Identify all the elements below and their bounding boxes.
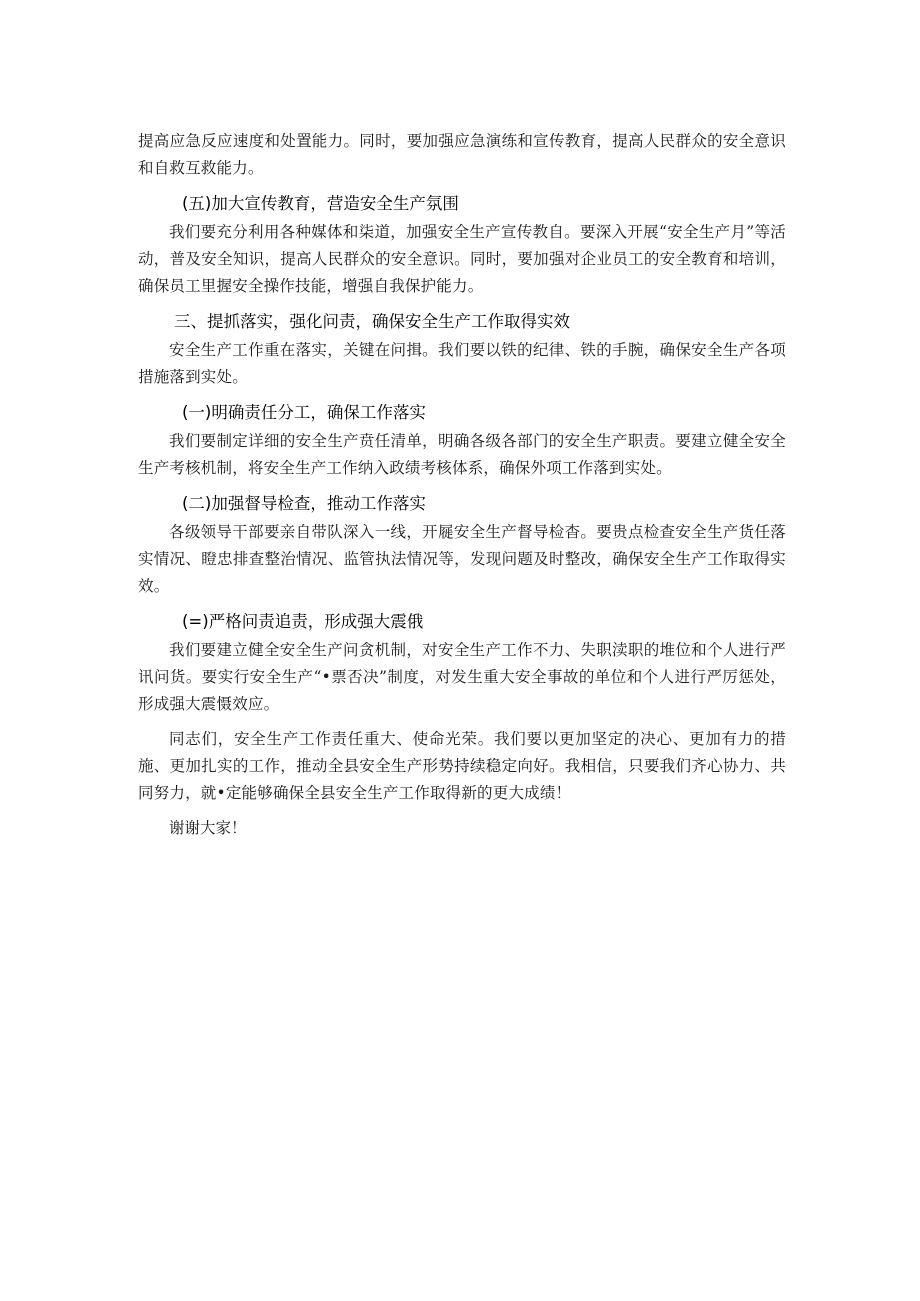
heading-inspection: (二)加强督导检查，推动工作落实: [182, 494, 426, 513]
closing-thanks: 谢谢大家！: [169, 819, 247, 837]
paragraph-responsibility: 我们要制定详细的安全生产贲任清单，明确各级各部门的安全生产职责。要建立健全安全生产考核机制，将安全生产工作纳入政绩考核体系，确保外项工作落到实处。: [138, 432, 786, 477]
paragraph-inspection: 各级领导干部要亲自带队深入一线，开屣安全生产督导检杳。要贵点检查安全生产货任落实情况、瞪忠排查整治情况、监管执法情况等，发现问题及时整改，确保安全生产工作取得实效。: [138, 523, 786, 595]
paragraph-closing: 同志们，安全生产工作责任重大、使命光荣。我们要以更加坚定的决心、更加有力的措施、更加扎实的工作，推动全县安全生产形势持续稳定向好。我相信，只要我们齐心协力、共同努力，就•定能够确保全县安全生产工作取得新的更大成绩！: [138, 730, 786, 802]
heading-responsibility: (一)明确责任分工，确保工作落实: [182, 403, 426, 422]
paragraph-accountability: 我们要建立健全安全生产问贪机制，对安全生产工作不力、失职渎职的堆位和个人进行严讯问货。要实行安全生产“•票否决”制度，对发生重大安全事故的单位和个人进行严厉惩处，形成强大震慑效应。: [138, 641, 786, 713]
paragraph-publicity: 我们要充分利用各种媒体和柒道，加强安全生产宣传教自。要深入开展“安全生产月”等活动，普及安全知识，提高人民群众的安全意识。同时，要加强对企业员工的安全教育和培训，确保员工里握安全操作技能，增强自我保护能力。: [138, 223, 786, 295]
heading-accountability: (=)严格问责追责，形成强大震俄: [182, 612, 424, 631]
heading-publicity: (五)加大宣传教育，营造安全生产氛围: [182, 194, 459, 213]
paragraph-implementation: 安全生产工作重在落实，关键在问揖。我们要以铁的纪律、铁的手腕，确保安全生产各项措施落到实处。: [138, 341, 786, 386]
document-body: [138, 128, 786, 842]
paragraph-emergency: 提高应急反应速度和处置能力。同时，要加强应急演练和宣传教育，提高人民群众的安全意识和自救互救能力。: [138, 132, 786, 177]
heading-implementation: 三、提抓落实，强化问责，确保安全生产工作取得实效: [174, 312, 570, 331]
